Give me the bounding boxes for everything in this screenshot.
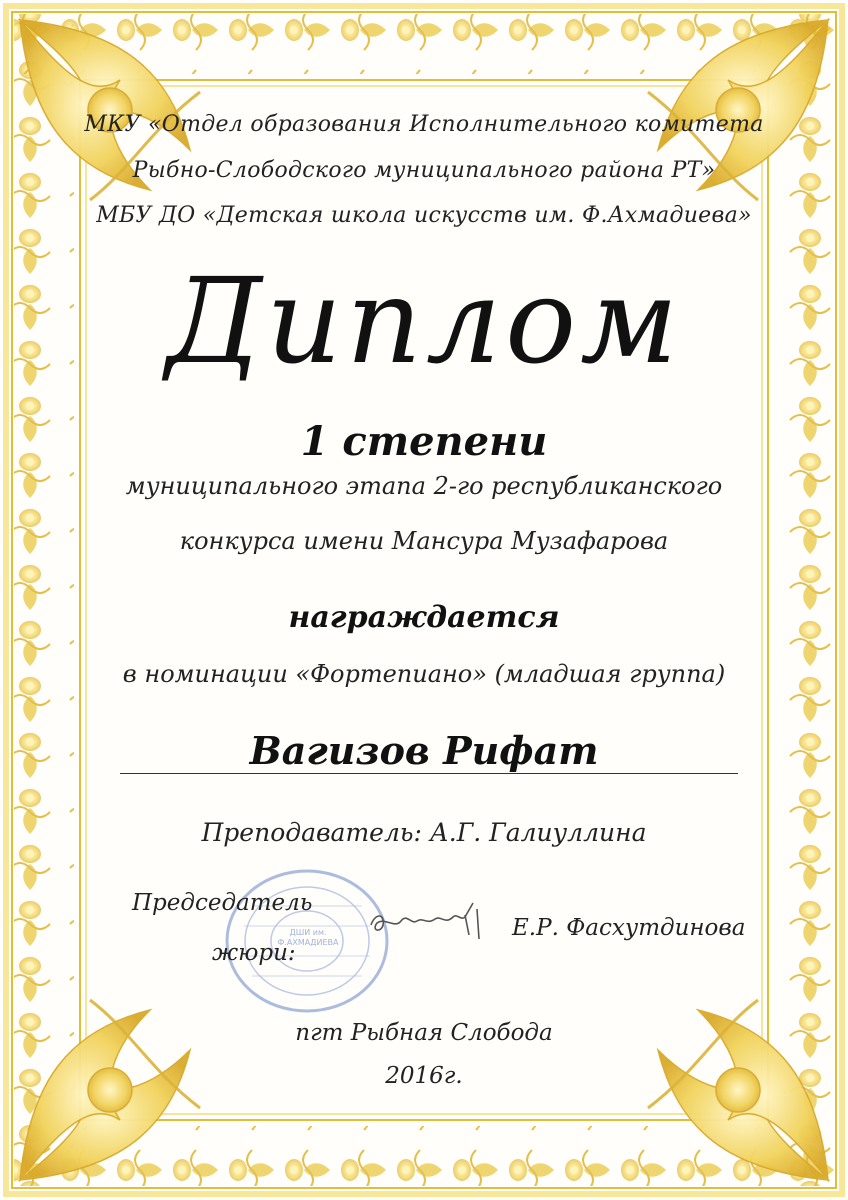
year-text: 2016г. <box>385 1063 463 1089</box>
teacher-line: Преподаватель: А.Г. Галиуллина <box>201 818 647 847</box>
recipient-underline <box>120 773 738 774</box>
chair-label-line-2: жюри: <box>212 940 296 966</box>
diploma-title: Диплом <box>166 252 682 390</box>
chair-label-line-1: Председатель <box>132 890 313 916</box>
place-text: пгт Рыбная Слобода <box>295 1020 553 1046</box>
signature <box>365 895 495 945</box>
header-line-2: Рыбно-Слободского муниципального района РТ» <box>132 158 716 183</box>
degree-label: 1 степени <box>300 418 548 465</box>
nomination-text: в номинации «Фортепиано» (младшая группа) <box>122 660 726 688</box>
subtitle-line-2: конкурса имени Мансура Музафарова <box>179 527 669 555</box>
chair-name: Е.Р. Фасхутдинова <box>512 915 746 941</box>
awarded-label: награждается <box>288 600 560 635</box>
stamp-text: ДШИ им. Ф.АХМАДИЕВА <box>277 928 339 947</box>
header-line-1: МКУ «Отдел образования Исполнительного комитета <box>84 112 764 137</box>
recipient-name: Вагизов Рифат <box>249 728 599 773</box>
subtitle-line-1: муниципального этапа 2-го республиканского <box>125 472 723 500</box>
header-line-3: МБУ ДО «Детская школа искусств им. Ф.Ахмадиева» <box>96 203 752 228</box>
